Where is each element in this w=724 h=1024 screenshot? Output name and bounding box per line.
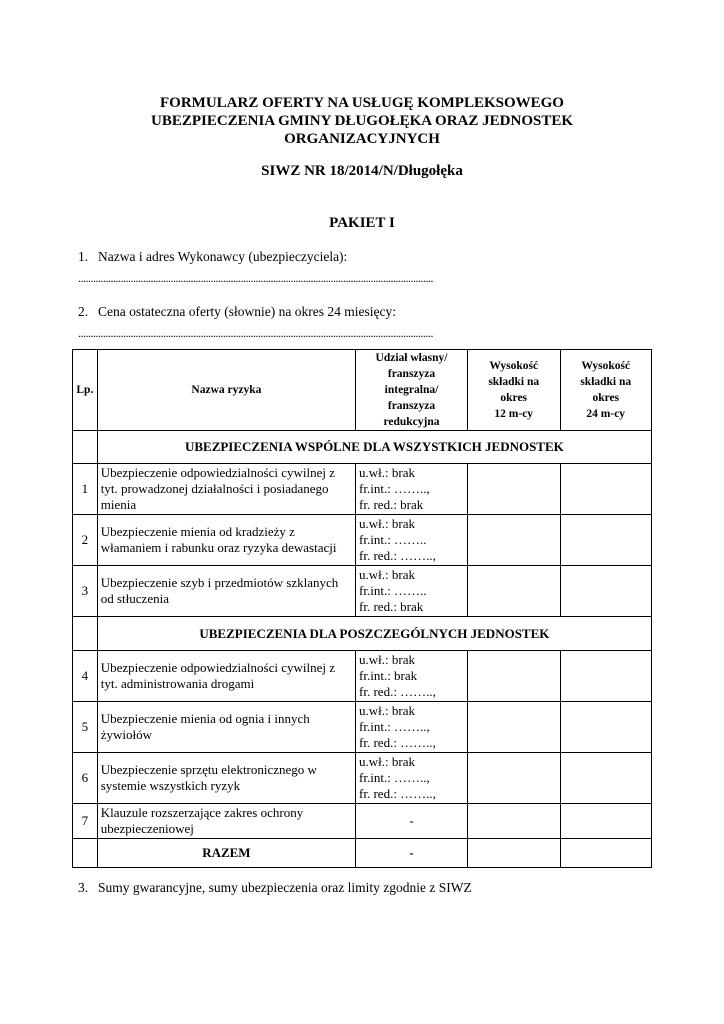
dotted-fill-line: .............................................................................................................................................. <box>78 326 433 340</box>
row-udzial: - <box>356 804 468 839</box>
item-text: Sumy gwarancyjne, sumy ubezpieczenia oraz limity zgodnie z SIWZ <box>98 880 472 895</box>
row-udzial: u.wł.: brak fr.int.: brak fr. red.: …….., <box>356 651 468 702</box>
row-w12 <box>467 515 560 566</box>
item-contractor <box>78 249 347 265</box>
total-w12 <box>467 839 560 868</box>
table-row <box>73 702 652 753</box>
siwz-number: SIWZ NR 18/2014/N/Długołęka <box>261 163 463 179</box>
row-w24 <box>560 464 652 515</box>
section-row <box>73 617 652 651</box>
row-w24 <box>560 753 652 804</box>
row-w24 <box>560 702 652 753</box>
table-row <box>73 515 652 566</box>
row-nazwa: Ubezpieczenie sprzętu elektronicznego w systemie wszystkich ryzyk <box>97 753 355 804</box>
item-number: 1. <box>78 249 89 264</box>
header-w24: Wysokość składki na okres 24 m-cy <box>560 350 652 431</box>
item-number: 2. <box>78 304 89 319</box>
row-w12 <box>467 804 560 839</box>
row-lp: 2 <box>73 515 98 566</box>
row-w12 <box>467 753 560 804</box>
row-udzial: u.wł.: brak fr.int.: …….. fr. red.: brak <box>356 566 468 617</box>
document-title <box>72 94 652 148</box>
row-w12 <box>467 702 560 753</box>
row-lp: 6 <box>73 753 98 804</box>
row-lp: 1 <box>73 464 98 515</box>
row-nazwa: Ubezpieczenie mienia od ognia i innych żywiołów <box>97 702 355 753</box>
header-w12: Wysokość składki na okres 12 m-cy <box>467 350 560 431</box>
row-lp: 4 <box>73 651 98 702</box>
title-line: UBEZPIECZENIA GMINY DŁUGOŁĘKA ORAZ JEDNOSTEK <box>150 113 574 129</box>
table-row <box>73 464 652 515</box>
row-w24 <box>560 566 652 617</box>
total-w24 <box>560 839 652 868</box>
row-udzial: u.wł.: brak fr.int.: …….., fr. red.: …….., <box>356 702 468 753</box>
table-row <box>73 566 652 617</box>
row-nazwa: Ubezpieczenie mienia od kradzieży z włamaniem i rabunku oraz ryzyka dewastacji <box>97 515 355 566</box>
row-udzial: u.wł.: brak fr.int.: …….., fr. red.: …….., <box>356 753 468 804</box>
item-price <box>78 304 396 320</box>
pakiet-heading: PAKIET I <box>329 215 395 231</box>
row-w24 <box>560 515 652 566</box>
table-row <box>73 651 652 702</box>
total-row <box>73 839 652 868</box>
row-nazwa: Ubezpieczenie szyb i przedmiotów szklanych od stłuczenia <box>97 566 355 617</box>
title-line: ORGANIZACYJNYCH <box>284 131 440 147</box>
header-udzial: Udział własny/ franszyza integralna/ franszyza redukcyjna <box>356 350 468 431</box>
row-nazwa: Ubezpieczenie odpowiedzialności cywilnej z tyt. administrowania drogami <box>97 651 355 702</box>
section-title: UBEZPIECZENIA WSPÓLNE DLA WSZYSTKICH JEDNOSTEK <box>97 431 651 464</box>
header-nazwa: Nazwa ryzyka <box>97 350 355 431</box>
row-w12 <box>467 566 560 617</box>
header-lp: Lp. <box>73 350 98 431</box>
dotted-fill-line: .............................................................................................................................................. <box>78 271 433 285</box>
row-w12 <box>467 464 560 515</box>
item-text: Nazwa i adres Wykonawcy (ubezpieczyciela): <box>98 249 348 264</box>
row-w24 <box>560 804 652 839</box>
total-value: - <box>356 839 468 868</box>
table-header-row <box>73 350 652 431</box>
row-lp: 3 <box>73 566 98 617</box>
item-number: 3. <box>78 880 89 895</box>
row-lp: 5 <box>73 702 98 753</box>
table-row <box>73 804 652 839</box>
item-sums <box>78 880 472 896</box>
row-udzial: u.wł.: brak fr.int.: …….., fr. red.: brak <box>356 464 468 515</box>
section-row <box>73 431 652 464</box>
table-row <box>73 753 652 804</box>
row-nazwa: Ubezpieczenie odpowiedzialności cywilnej z tyt. prowadzonej działalności i posiadanego mienia <box>97 464 355 515</box>
row-nazwa: Klauzule rozszerzające zakres ochrony ubezpieczeniowej <box>97 804 355 839</box>
row-lp: 7 <box>73 804 98 839</box>
section-title: UBEZPIECZENIA DLA POSZCZEGÓLNYCH JEDNOSTEK <box>97 617 651 651</box>
row-w12 <box>467 651 560 702</box>
row-w24 <box>560 651 652 702</box>
item-text: Cena ostateczna oferty (słownie) na okres 24 miesięcy: <box>98 304 397 319</box>
offer-table <box>72 349 652 868</box>
total-label: RAZEM <box>97 839 355 868</box>
row-udzial: u.wł.: brak fr.int.: …….. fr. red.: …….., <box>356 515 468 566</box>
title-line: FORMULARZ OFERTY NA USŁUGĘ KOMPLEKSOWEGO <box>160 95 564 111</box>
